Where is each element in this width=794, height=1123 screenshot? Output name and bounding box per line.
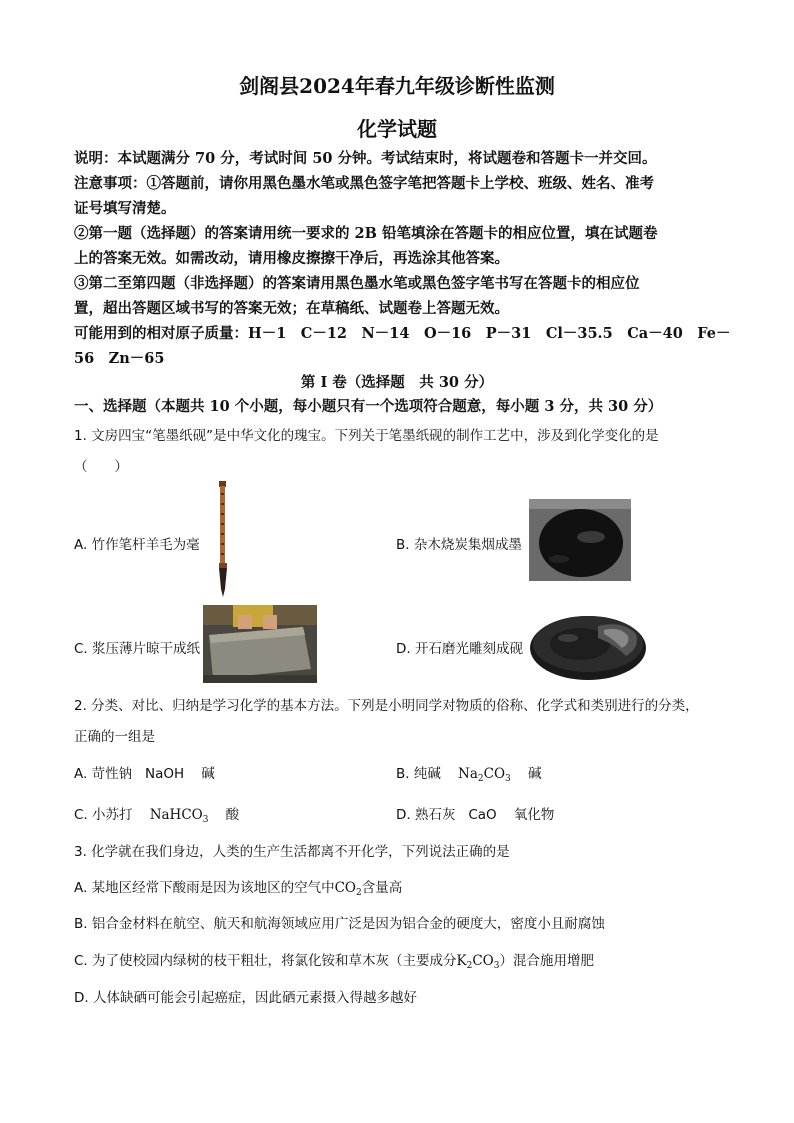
q3-c-formula	[457, 953, 500, 969]
formula-part: CO	[472, 953, 494, 969]
q2-b-category: 碱	[527, 766, 542, 782]
q2-d-category: 氧化物	[513, 807, 555, 823]
exam-subtitle: 化学试题	[357, 117, 437, 141]
formula-subscript: 2	[477, 774, 484, 784]
q2-stem: 2. 分类、对比、归纳是学习化学的基本方法。下列是小明同学对物质的俗称、化学式和类别进行的分类，	[74, 698, 699, 714]
q2-option-c	[74, 803, 239, 825]
instruction-line: ③第二至第四题（非选择题）的答案请用黑色墨水笔或黑色签字笔书写在答题卡的相应位	[74, 275, 640, 292]
instruction-line: 可能用到的相对原子质量：H－1 C－12 N－14 O－16 P－31 Cl－35.5 Ca－40 Fe－	[74, 325, 731, 342]
part-title: 一、选择题（本题共 10 个小题，每小题只有一个选项符合题意，每小题 3 分，共 30 分）	[74, 398, 663, 415]
q3-c-text-end: ）混合施用增肥	[499, 953, 594, 969]
formula-subscript: 2	[356, 888, 362, 898]
instruction-line: 56 Zn－65	[74, 350, 165, 367]
instruction-line: 置，超出答题区域书写的答案无效；在草稿纸、试题卷上答题无效。	[74, 300, 509, 317]
formula-subscript: 2	[466, 961, 473, 971]
q3-a-text-end: 含量高	[361, 880, 403, 896]
q3-option-a	[74, 876, 402, 898]
inkstone-image	[528, 604, 648, 684]
formula-part: NaHCO	[149, 807, 203, 823]
formula-part: CO	[334, 880, 356, 896]
q2-d-formula: CaO	[468, 807, 497, 823]
brush-image	[213, 481, 233, 599]
q2-c-category: 酸	[225, 807, 240, 823]
instruction-line: 注意事项：①答题前，请你用黑色墨水笔或黑色签字笔把答题卡上学校、班级、姓名、准考	[74, 175, 654, 192]
exam-title: 剑阁县2024年春九年级诊断性监测	[239, 74, 555, 98]
q3-option-c	[74, 949, 594, 971]
q1-stem: 1. 文房四宝“笔墨纸砚”是中华文化的瑰宝。下列关于笔墨纸砚的制作工艺中，涉及到化学变化的是	[74, 428, 659, 444]
instruction-line: 说明：本试题满分 70 分，考试时间 50 分钟。考试结束时，将试题卷和答题卡一并交回。	[74, 150, 657, 167]
q3-c-text: C. 为了使校园内绿树的枝干粗壮，将氯化铵和草木灰（主要成分	[74, 953, 457, 969]
exam-instructions	[74, 146, 731, 371]
q2-stem-cont: 正确的一组是	[74, 729, 155, 745]
q1-option-c: C. 浆压薄片晾干成纸	[74, 641, 201, 657]
q3-stem: 3. 化学就在我们身边，人类的生产生活都离不开化学，下列说法正确的是	[74, 844, 510, 860]
section-title: 第 I 卷（选择题 共 30 分）	[300, 374, 494, 391]
formula-part: Na	[458, 766, 478, 782]
q2-a-category: 碱	[201, 766, 215, 782]
formula-subscript: 3	[493, 961, 500, 971]
q2-option-b	[396, 762, 541, 784]
q2-a-formula: NaOH	[144, 766, 185, 782]
q2-b-label: B. 纯碱	[396, 766, 441, 782]
formula-part: K	[456, 953, 467, 969]
q2-option-a	[74, 762, 215, 782]
q1-answer-blank: （ ）	[74, 459, 128, 475]
q2-b-formula	[458, 766, 511, 782]
paper-making-image	[203, 605, 317, 683]
q3-option-b: B. 铝合金材料在航空、航天和航海领域应用广泛是因为铝合金的硬度大，密度小且耐腐蚀	[74, 916, 605, 932]
instruction-line: 证号填写清楚。	[74, 200, 176, 217]
q1-option-d: D. 开石磨光雕刻成砚	[396, 641, 523, 657]
q2-c-formula	[150, 807, 209, 823]
q2-c-label: C. 小苏打	[74, 807, 133, 823]
formula-subscript: 3	[505, 774, 511, 784]
q2-d-label: D. 熟石灰	[396, 807, 456, 823]
instruction-line: ②第一题（选择题）的答案请用统一要求的 2B 铅笔填涂在答题卡的相应位置，填在试题卷	[74, 225, 658, 242]
q1-option-b: B. 杂木烧炭集烟成墨	[396, 537, 522, 553]
ink-image	[529, 499, 631, 581]
q3-a-text: A. 某地区经常下酸雨是因为该地区的空气中	[74, 880, 335, 896]
q2-option-d	[396, 803, 554, 823]
instruction-line: 上的答案无效。如需改动，请用橡皮擦擦干净后，再选涂其他答案。	[74, 250, 509, 267]
formula-part: CO	[483, 766, 506, 782]
formula-subscript: 3	[202, 815, 209, 825]
q1-option-a: A. 竹作笔杆羊毛为毫	[74, 537, 200, 553]
q3-option-d: D. 人体缺硒可能会引起癌症，因此硒元素摄入得越多越好	[74, 990, 417, 1006]
q2-a-label: A. 苛性钠	[74, 766, 133, 782]
q3-a-formula	[335, 880, 362, 896]
